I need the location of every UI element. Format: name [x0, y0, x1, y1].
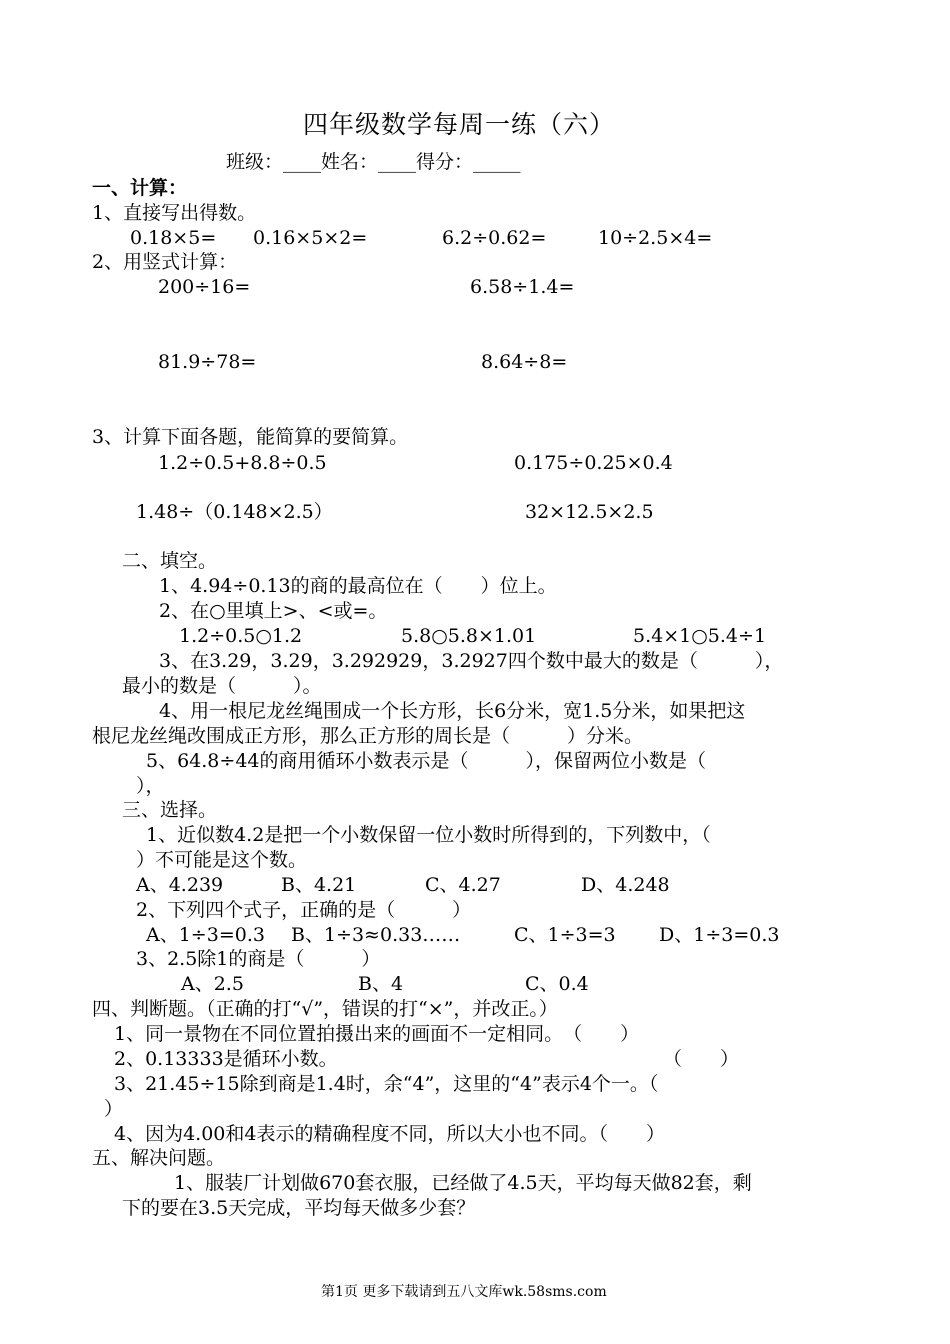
- s3-q1-option: D、4.248: [581, 874, 670, 896]
- s1-q2-item: 8.64÷8=: [481, 351, 568, 373]
- s2-q5-line2: ），: [136, 775, 165, 797]
- s1-q2-label: 2、用竖式计算：: [92, 251, 238, 273]
- s1-q3-item: 1.48÷（0.148×2.5）: [136, 501, 333, 523]
- s1-q2-item: 81.9÷78=: [158, 351, 257, 373]
- s3-q3-option: B、4: [358, 973, 404, 995]
- s5-q1-line1: 1、服装厂计划做670套衣服，已经做了4.5天，平均每天做82套，剩: [174, 1172, 752, 1194]
- s5-q1-line2: 下的要在3.5天完成，平均每天做多少套？: [122, 1197, 476, 1219]
- s2-q3-line2: 最小的数是（ ）。: [122, 675, 322, 697]
- s1-q1-item: 10÷2.5×4=: [598, 227, 713, 249]
- s4-q2-blank: （ ）: [663, 1048, 740, 1070]
- s2-q2-item: 5.8○5.8×1.01: [401, 625, 537, 647]
- s2-q3-line1: 3、在3.29，3.29，3.292929，3.2927四个数中最大的数是（ ），: [159, 650, 784, 672]
- s3-q1-option: C、4.27: [425, 874, 501, 896]
- s2-q4-line1: 4、用一根尼龙丝绳围成一个长方形，长6分米，宽1.5分米，如果把这: [159, 700, 746, 722]
- s1-q1-item: 6.2÷0.62=: [442, 227, 547, 249]
- s3-q2: 2、下列四个式子，正确的是（ ）: [136, 899, 472, 921]
- s2-q2-item: 1.2÷0.5○1.2: [179, 625, 303, 647]
- s3-q2-option: B、1÷3≈0.33……: [291, 924, 461, 946]
- s4-q3-line1: 3、21.45÷15除到商是1.4时，余“4”，这里的“4”表示4个一。（: [114, 1073, 659, 1095]
- s4-q2: 2、0.13333是循环小数。: [114, 1048, 338, 1070]
- s2-q2: 2、在○里填上>、<或=。: [159, 600, 388, 622]
- s4-q3-line2: ）: [104, 1098, 124, 1120]
- section-3-heading: 三、选择。: [122, 799, 218, 821]
- page-title: 四年级数学每周一练（六）: [303, 110, 616, 139]
- section-4-heading: 四、判断题。（正确的打“√”，错误的打“×”，并改正。）: [92, 998, 558, 1020]
- s3-q3-option: C、0.4: [525, 973, 589, 995]
- s1-q2-item: 6.58÷1.4=: [470, 276, 575, 298]
- s3-q3-option: A、2.5: [181, 973, 244, 995]
- s3-q1-line2: ）不可能是这个数。: [136, 849, 308, 871]
- section-2-heading: 二、填空。: [122, 550, 218, 572]
- s1-q3-item: 0.175÷0.25×0.4: [514, 452, 673, 474]
- s3-q1-option: A、4.239: [136, 874, 224, 896]
- s2-q4-line2: 根尼龙丝绳改围成正方形，那么正方形的周长是（ ）分米。: [92, 725, 644, 747]
- s1-q1-item: 0.16×5×2=: [253, 227, 368, 249]
- s3-q2-option: C、1÷3=3: [514, 924, 616, 946]
- student-info-line: 班级：____姓名：____得分：_____: [226, 151, 521, 173]
- section-1-heading: 一、计算：: [92, 177, 188, 199]
- s3-q1-option: B、4.21: [281, 874, 357, 896]
- s1-q2-item: 200÷16=: [158, 276, 251, 298]
- s1-q1-label: 1、直接写出得数。: [92, 202, 257, 224]
- page-footer: 第1页 更多下载请到五八文库wk.58sms.com: [321, 1284, 607, 1300]
- s1-q3-item: 1.2÷0.5+8.8÷0.5: [158, 452, 327, 474]
- s1-q1-item: 0.18×5=: [130, 227, 217, 249]
- s3-q3: 3、2.5除1的商是（ ）: [136, 948, 381, 970]
- s1-q3-item: 32×12.5×2.5: [525, 501, 654, 523]
- s2-q2-item: 5.4×1○5.4÷1: [633, 625, 767, 647]
- s3-q2-option: A、1÷3=0.3: [146, 924, 265, 946]
- s2-q1: 1、4.94÷0.13的商的最高位在（ ）位上。: [159, 575, 557, 597]
- s3-q1-line1: 1、近似数4.2是把一个小数保留一位小数时所得到的，下列数中，（: [146, 824, 711, 846]
- s3-q2-option: D、1÷3=0.3: [659, 924, 780, 946]
- s2-q5-line1: 5、64.8÷44的商用循环小数表示是（ ），保留两位小数是（: [146, 750, 706, 772]
- section-5-heading: 五、解决问题。: [92, 1147, 226, 1169]
- s4-q1: 1、同一景物在不同位置拍摄出来的画面不一定相同。 （ ）: [114, 1023, 640, 1045]
- s4-q4: 4、因为4.00和4表示的精确程度不同，所以大小也不同。（ ）: [114, 1123, 665, 1145]
- s1-q3-label: 3、计算下面各题，能简算的要简算。: [92, 426, 409, 448]
